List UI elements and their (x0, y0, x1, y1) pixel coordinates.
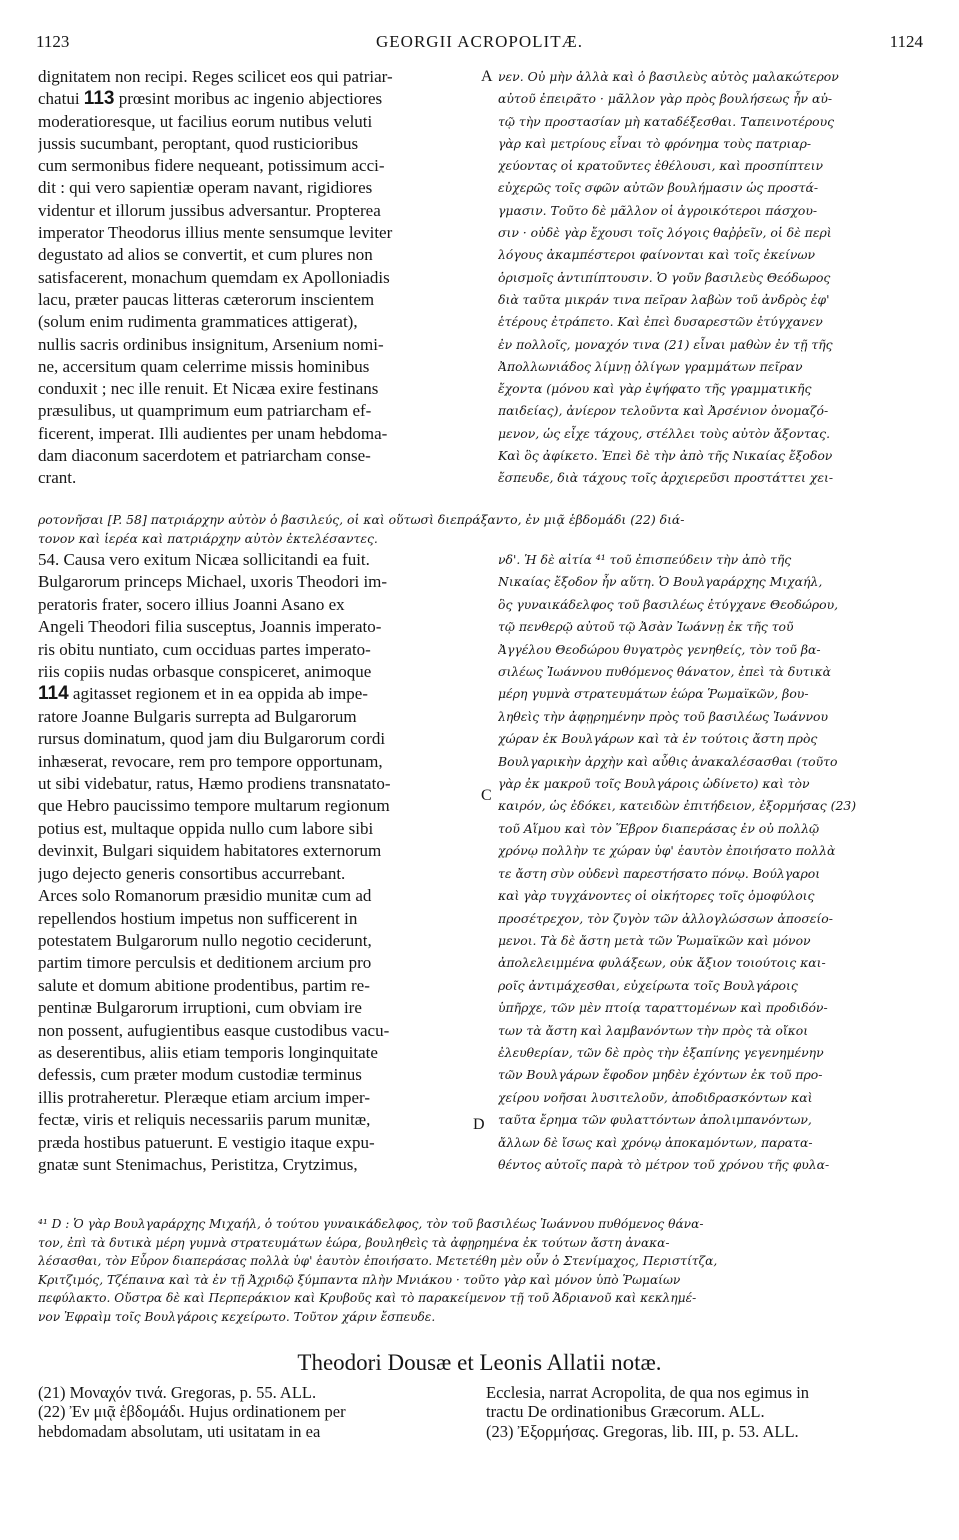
footnote-line: τον, ἐπὶ τὰ δυτικὰ μέρη γυμνὰ στρατευμάτων ἑώρα, βουληθεὶς τὰ ἀφῃρημένα ἐκ τούτων ἄστη ἀνακα- (38, 1235, 670, 1250)
latin-line: ut sibi videbatur, ratus, Hæmo prodiens transnatato- (38, 774, 391, 794)
greek-line: Ἀπολλωνιάδος λίμνῃ ὀλίγων γραμμάτων πεῖραν (498, 358, 803, 374)
greek-spanning-line: ροτονῆσαι [P. 58] πατριάρχην αὐτὸν ὁ βασιλεύς, οἱ καὶ οὕτωσὶ διεπράξαντο, ἐν μιᾷ ἑβδομάδι (22) διά- (38, 512, 685, 527)
greek-column-top (498, 66, 924, 516)
latin-line: cum sermonibus fidere nequeant, potissimum acci- (38, 156, 385, 176)
footnote-line: ⁴¹ D : Ὁ γὰρ Βουλγαράρχης Μιχαήλ, ὁ τούτου γυναικάδελφος, τὸν τοῦ βασιλέως Ἰωάννου πυθόμενος θάνα- (38, 1217, 704, 1231)
greek-line: λόγους ἀκαμπέστεροι φαίνονται καὶ τοῖς ἐκείνων (498, 247, 816, 263)
latin-line: imperator Theodorus illius mente sensumque leviter (38, 223, 393, 243)
greek-line: τῷ τὴν προστασίαν μὴ καταδέξεσθαι. Ταπεινοτέρους (498, 113, 835, 129)
latin-line: lacu, præter paucas litteras cæterorum inscientem (38, 289, 375, 309)
latin-line: conduxit ; nec ille renuit. Et Nicæa exire festinans (38, 379, 379, 399)
greek-spanning-line: τονον καὶ ἱερέα καὶ πατριάρχην αὐτὸν ἐκτελέσαντες. (38, 531, 378, 546)
greek-line: νεν. Οὐ μὴν ἀλλὰ καὶ ὁ βασιλεὺς αὐτὸς μαλακώτερον (498, 69, 839, 84)
greek-line: σιν · οὐδὲ γὰρ ἔχουσι τοῖς λόγοις θαῤῥεῖν, οἱ δὲ περὶ (498, 225, 832, 241)
greek-line: ἀπολελειμμένα φυλάξεων, οὐκ ἄξιον τοιούτοις και- (498, 955, 826, 971)
column-number-right: 1124 (889, 32, 923, 51)
latin-line-start: chatui (38, 89, 80, 109)
footnote-line: Κριτζιμός, Τζέπαινα καὶ τὰ ἐν τῇ Ἀχριδῷ ξύμπαντα πλὴν Μνιάκου · τοῦτο γὰρ καὶ μόνον ὑπὸ Ῥωμαίων (38, 1272, 681, 1287)
latin-line-rest: prœsint moribus ac ingenio abjectiores (118, 89, 383, 109)
latin-line: jussis sucumbant, peroptant, quod rusticioribus (38, 133, 359, 153)
greek-line: ταῦτα ἔρημα τῶν φυλαττόντων ἀπολιμπανόντων, (498, 1112, 812, 1128)
page-header (36, 32, 923, 54)
latin-line: non possent, aufugientibus easque custodibus vacu- (38, 1020, 390, 1040)
note-line: Ecclesia, narrat Acropolita, de qua nos egimus in (486, 1383, 810, 1402)
greek-line: ὁρισμοῖς ἀντιπίπτουσιν. Ὁ γοῦν βασιλεὺς Θεόδωρος (498, 269, 831, 285)
latin-line: que Hebro paucissimo tempore multarum regionum (38, 796, 390, 816)
latin-line: crant. (38, 468, 77, 488)
latin-line: ne, accersitum quam celerrime missis hominibus (38, 356, 370, 376)
greek-line: σιλέως Ἰωάννου πυθόμενος θάνατον, ἐπεὶ τὰ δυτικὰ (498, 664, 831, 680)
note-line: (23) Ἐξορμήσας. Gregoras, lib. III, p. 53. ALL. (486, 1421, 799, 1441)
latin-column-bottom (38, 549, 468, 1210)
latin-line: Angeli Theodori filia susceptus, Joannis imperato- (38, 617, 382, 637)
greek-line: τῷ πενθερῷ αὐτοῦ τῷ Ἀσὰν Ἰωάννῃ ἐκ τῆς τοῦ (498, 619, 794, 635)
greek-line: καὶ γὰρ τυγχάνοντες οἱ οἰκήτορες τοῖς ὁμοφύλοις (498, 888, 815, 904)
margin-letter-d: D (473, 1116, 485, 1133)
greek-line: μέρη γυμνὰ στρατευμάτων ἑώρα Ῥωμαϊκῶν, βου- (498, 686, 809, 702)
latin-line: satisfacerent, monachum quemdam ex Apolloniadis (38, 267, 390, 287)
greek-line: χώραν ἐκ Βουλγάρων καὶ τὰ ἐν τούτοις ἄστη πρὸς (498, 731, 818, 747)
greek-line: τε ἄστη σὺν οὐδενὶ παρεστήσατο πόνῳ. Βούλγαροι (498, 865, 821, 881)
greek-line: αὐτοῦ ἐπειρᾶτο · μᾶλλον γὰρ πρὸς βουλήσεως ἦν αὐ- (498, 91, 833, 107)
latin-line: Arces solo Romanorum præsidio munitæ cum ad (38, 886, 372, 906)
greek-line: γὰρ καὶ μετρίους εἶναι τὸ φρόνημα τοὺς πατριαρ- (498, 135, 812, 151)
latin-line: peratoris frater, socero illius Joanni Asano ex (38, 594, 345, 614)
latin-line (38, 683, 468, 705)
greek-line: ἄλλων δὲ ἴσως καὶ χρόνῳ ἀποκαμόντων, παρατα- (498, 1134, 813, 1150)
latin-line: potestatem Bulgarorum nullo negotio ceciderunt, (38, 930, 372, 950)
greek-line: Ἀγγέλου Θεοδώρου θυγατρὸς γενηθείς, τὸν τοῦ βα- (498, 641, 821, 657)
margin-letter-a: A (481, 68, 493, 85)
greek-line: γμασιν. Τοῦτο δὲ μᾶλλον οἱ ἀγροικότεροι πάσχου- (498, 202, 818, 218)
greek-line: νδ'. Ἡ δὲ αἰτία ⁴¹ τοῦ ἐπισπεύδειν τὴν ἀπὸ τῆς (498, 552, 792, 567)
latin-line: nullis sacris ordinibus insignitum, Arsenium nomi- (38, 334, 384, 354)
notes-left-column (38, 1383, 458, 1441)
greek-line: ἔχοντα (μόνου καὶ γὰρ ἐψήφατο τῆς γραμματικῆς (498, 381, 812, 397)
latin-line: rursus dominatum, quod jam diu Bulgarorum cordi (38, 729, 386, 749)
latin-line (38, 88, 468, 110)
latin-line: 54. Causa vero exitum Nicæa sollicitandi ea fuit. (38, 550, 370, 569)
latin-line: præsulibus, ut quamprimum eum patriarcham ef- (38, 401, 372, 421)
footnote-line: λέσασθαι, τὸν Εὗρον διαπεράσας πολλὰ ὑφ' ἑαυτὸν ἐποιήσατο. Μετετέθη μὲν οὖν ὁ Στενίμαχος, Περιστίτζα, (38, 1254, 718, 1269)
page-marker-113: 113 (83, 88, 115, 110)
greek-line: τοῦ Αἵμου καὶ τὸν Ἕβρον διαπεράσας ἐν οὐ πολλῷ (498, 820, 820, 836)
margin-letter-c: C (481, 787, 492, 804)
notes-right-column (486, 1383, 926, 1441)
latin-line: dignitatem non recipi. Reges scilicet eos qui patriar- (38, 67, 393, 86)
latin-line: (solum enim rudimenta grammatices attigerat), (38, 312, 358, 332)
latin-line: Bulgarorum princeps Michael, uxoris Theodori im- (38, 572, 388, 592)
latin-line: dit : qui vero sapientiæ operam navant, rigidiores (38, 178, 373, 198)
latin-line: dam diaconum sacerdotem et patriarcham conse- (38, 446, 371, 466)
latin-line: degustato ad alios se convertit, et cum plures non (38, 245, 373, 265)
latin-line: jugo dejecto generis consortibus accurrebant. (38, 863, 346, 883)
latin-line: illis protraheretur. Pleræque etiam arcium imper- (38, 1087, 370, 1107)
greek-line: ἐν πολλοῖς, μοναχόν τινα (21) εἶναι μαθὼν ἐν τῇ τῆς (498, 336, 833, 352)
greek-line: παιδείας), ἀνίερον τελοῦντα καὶ Ἀρσένιον ὀνομαζό- (498, 403, 829, 419)
greek-line: ληθεὶς τὴν ἀφῃρημένην πρὸς τοῦ βασιλέως Ἰωάννου (498, 708, 829, 724)
latin-line: inhæserat, revocare, rem pro tempore opportunam, (38, 751, 383, 771)
greek-line: ὑπῆρχε, τῶν μὲν πτοίᾳ ταραττομένων καὶ προδιδόν- (498, 1000, 828, 1016)
latin-line: riis copiis nudas orbasque conspiceret, animoque (38, 662, 372, 682)
latin-line: salute et domum abitione prodentibus, partim re- (38, 975, 370, 995)
latin-line: videntur et illorum jussibus adversantur. Propterea (38, 200, 381, 220)
greek-line: ὃς γυναικάδελφος τοῦ βασιλέως ἐτύγχανε Θεοδώρου, (498, 596, 839, 612)
page-marker-114: 114 (38, 683, 69, 705)
latin-line: gnatæ sunt Stenimachus, Peristitza, Crytzimus, (38, 1154, 358, 1174)
greek-line: θέντος αὐτοῖς παρὰ τὸ μέτρον τοῦ χρόνου τῆς φυλα- (498, 1156, 830, 1172)
greek-line: χεύοντας οἱ κρατοῦντες ἐθέλουσι, καὶ προσπίπτειν (498, 158, 824, 174)
greek-line: μενοι. Τὰ δὲ ἄστη μετὰ τῶν Ῥωμαϊκῶν καὶ μόνον (498, 932, 811, 948)
greek-line: χείρου νοῆσαι λυσιτελοῦν, ἀποδιδρασκόντων καὶ (498, 1089, 813, 1105)
note-line: tractu De ordinationibus Græcorum. ALL. (486, 1402, 765, 1422)
note-line: (22) Ἐν μιᾷ ἑβδομάδι. Hujus ordinationem per (38, 1402, 346, 1422)
latin-line-rest: agitasset regionem et in ea oppida ab impe- (72, 684, 368, 704)
footnote-line: πεφύλακτο. Οὔστρα δὲ καὶ Περπεράκιον καὶ Κρυβοῦς καὶ τὸ παρακείμενον τῇ τοῦ Ἀδριανοῦ καὶ κεκλημέ- (38, 1291, 697, 1306)
latin-line: devinxit, Bulgari siquidem habitatores externorum (38, 841, 382, 861)
greek-line: ροῖς ἀντιμάχεσθαι, εὐχείρωτα τοῖς Βουλγάροις (498, 977, 798, 993)
greek-line: γὰρ ἐκ μακροῦ τοῖς Βουλγάροις ὠδίνετο) καὶ τὸν (498, 776, 810, 792)
greek-line: διὰ ταῦτα μικράν τινα πεῖραν λαβὼν τοῦ ἀνδρὸς ἐφ' (498, 291, 830, 307)
greek-line: Νικαίας ἔξοδον ἦν αὕτη. Ὁ Βουλγαράρχης Μιχαήλ, (498, 574, 823, 590)
greek-line: εὐχερῶς τοῖς σφῶν αὐτῶν βουλήμασιν ὡς προστά- (498, 180, 819, 196)
greek-line: χρόνῳ πολλὴν τε χώραν ὑφ' ἑαυτὸν ἐποιήσατο πολλὰ (498, 843, 836, 859)
latin-line: as deserentibus, aliis etiam temporis longinquitate (38, 1042, 378, 1062)
greek-line: ἔσπευδε, διὰ τάχους τοῖς ἀρχιερεῦσι προστάττει χει- (498, 470, 834, 486)
greek-line: μενον, ὡς εἶχε τάχους, στέλλει τοὺς αὐτὸν ἄξοντας. (498, 425, 831, 441)
greek-line: τῶν Βουλγάρων ἔφοδον μηδὲν ἐχόντων ἐκ τοῦ προ- (498, 1067, 823, 1083)
latin-column-top (38, 66, 468, 516)
latin-line: ratore Joanne Bulgaris surrepta ad Bulgarorum (38, 706, 357, 726)
greek-line: προσέτρεχον, τὸν ζυγὸν τῶν ἀλλογλώσσων ἀποσείο- (498, 910, 833, 926)
footnote-41 (38, 1215, 924, 1327)
latin-line: moderatioresque, ut facilius eorum nutibus veluti (38, 111, 373, 131)
column-number-left: 1123 (36, 32, 70, 51)
note-line: (21) Μοναχόν τινά. Gregoras, p. 55. ALL. (38, 1383, 317, 1402)
greek-column-bottom (498, 549, 924, 1210)
latin-line: ris obitu nuntiato, cum occiduas partes imperato- (38, 639, 371, 659)
latin-line: defessis, cum præter modum custodiæ terminus (38, 1065, 362, 1085)
greek-line: ἑτέρους ἐτράπετο. Καὶ ἐπεὶ δυσαρεστῶν ἐτύγχανεν (498, 314, 823, 330)
latin-line: partim timore perculsis et deditionem arcium pro (38, 953, 372, 973)
latin-line: præda hostibus patuerunt. E vestigio itaque expu- (38, 1132, 375, 1152)
notes-heading: Theodori Dousæ et Leonis Allatii notæ. (297, 1350, 662, 1375)
note-line: hebdomadam absolutam, uti usitatam in ea (38, 1421, 321, 1441)
latin-line: pentinæ Bulgarorum irruptioni, cum obviam ire (38, 998, 362, 1018)
greek-line: ἐλευθερίαν, τῶν δὲ πρὸς τὴν ἐξαπίνης γεγενημένην (498, 1044, 824, 1060)
latin-line: repellendos hostium impetus non sufficerent in (38, 908, 358, 928)
greek-line: των τὰ ἄστη καὶ λαμβανόντων τὴν πρὸς τὰ οἴκοι (498, 1022, 809, 1038)
latin-line: fectæ, viris et reliquis necessariis parum munitæ, (38, 1110, 371, 1130)
footnote-line: νον Ἐφραὶμ τοῖς Βουλγάροις κεχείρωτο. Τοῦτον χάριν ἔσπευδε. (38, 1309, 436, 1324)
greek-line: καιρόν, ὡς ἐδόκει, κατειδὼν ἐπιτήδειον, ἐξορμήσας (23) (498, 798, 857, 814)
greek-line: Βουλγαρικὴν ἀρχὴν καὶ αὖθις ἀνακαλέσασθαι (τοῦτο (498, 753, 838, 769)
running-title: GEORGII ACROPOLITÆ. (376, 32, 583, 51)
latin-line: potius est, multaque oppida nullo cum labore sibi (38, 818, 374, 838)
greek-line: Καὶ ὃς ἀφίκετο. Ἐπεὶ δὲ τὴν ἀπὸ τῆς Νικαίας ἔξοδον (498, 448, 833, 464)
latin-line: ficerent, imperat. Illi audientes per unam hebdoma- (38, 423, 388, 443)
